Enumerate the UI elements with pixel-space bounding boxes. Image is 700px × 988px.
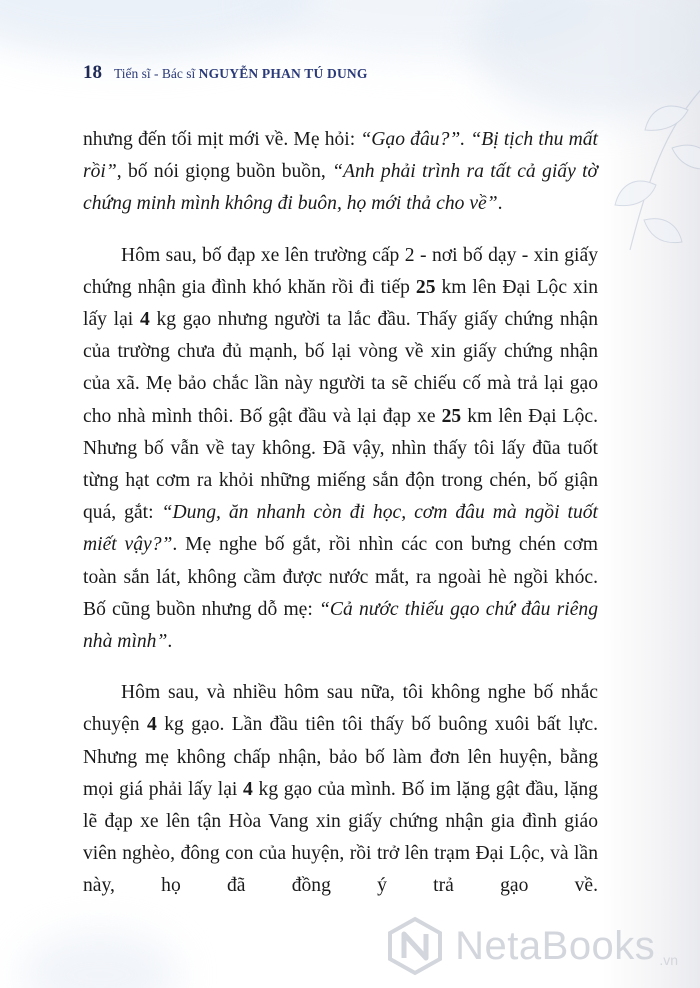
watermark-tld: .vn bbox=[659, 952, 678, 968]
text-run: km lên Đại Lộc. Nhưng bố vẫn về tay không. Đã vậy, nhìn thấy tôi lấy đũa tuốt từng hạt cơm ra khỏi những miếng sắn độn trong chén, bố giận quá, gắt: bbox=[83, 405, 598, 524]
running-header bbox=[83, 62, 368, 84]
text-run: Hôm sau, và nhiều hôm sau nữa, tôi không nghe bố nhắc chuyện bbox=[83, 682, 598, 736]
text-run: . Mẹ nghe bố gắt, rồi nhìn các con bưng chén cơm toàn sắn lát, không cầm được nước mắt, ra ngoài hè ngồi khóc. Bố cũng buồn nhưng dỗ mẹ: bbox=[83, 534, 598, 620]
quoted-speech: “Gạo đâu?”. “Bị tịch thu mất rồi” bbox=[83, 129, 598, 183]
author-title: Tiến sĩ - Bác sĩ bbox=[114, 66, 196, 81]
watercolor-wash bbox=[20, 930, 180, 988]
quoted-speech: “Anh phải trình ra tất cả giấy tờ chứng minh mình không đi buôn, họ mới thả cho về” bbox=[83, 161, 598, 215]
paragraph bbox=[83, 240, 598, 659]
text-run: km lên Đại Lộc xin lấy lại bbox=[83, 276, 598, 331]
text-run: , bố nói giọng buồn buồn, bbox=[116, 161, 333, 183]
watermark-brand: NetaBooks bbox=[455, 923, 656, 968]
text-run: kg gạo của mình. Bố im lặng gật đầu, lặng lẽ đạp xe lên tận Hòa Vang xin giấy chứng nhận gia đình giáo viên nghèo, đông con của huyện, rồi trở lên trạm Đại Lộc, và lần này, họ đã đồng ý trả gạo về. bbox=[83, 778, 598, 897]
netabooks-watermark bbox=[385, 916, 678, 976]
page-number: 18 bbox=[83, 62, 102, 83]
bold-number: 4 bbox=[139, 309, 150, 331]
author-name: NGUYỄN PHAN TÚ DUNG bbox=[198, 66, 368, 81]
quoted-speech: “Cả nước thiếu gạo chứ đâu riêng nhà mình” bbox=[83, 598, 598, 653]
text-run: . bbox=[497, 193, 503, 215]
text-run: kg gạo. Lần đầu tiên tôi thấy bố buông xuôi bất lực. Nhưng mẹ không chấp nhận, bảo bố làm đơn lên huyện, bằng mọi giá phải lấy lại bbox=[83, 714, 599, 800]
bold-number: 4 bbox=[147, 714, 157, 736]
quoted-speech: “Dung, ăn nhanh còn đi học, cơm đâu mà ngồi tuốt miết vậy?” bbox=[83, 502, 598, 556]
text-run: Hôm sau, bố đạp xe lên trường cấp 2 - nơi bố dạy - xin giấy chứng nhận gia đình khó khăn rồi đi tiếp bbox=[83, 244, 598, 298]
paragraph bbox=[83, 677, 598, 902]
running-head-author bbox=[114, 66, 368, 82]
bold-number: 4 bbox=[243, 778, 253, 800]
text-run: kg gạo nhưng người ta lắc đầu. Thấy giấy chứng nhận của trường chưa đủ mạnh, bố lại vòng về xin giấy chứng nhận của xã. Mẹ bảo chắc lần này người ta sẽ chiếu cố mà trả lại gạo cho nhà mình thôi. Bố gật đầu và lại đạp xe bbox=[83, 309, 598, 427]
body-text bbox=[83, 124, 598, 922]
bold-number: 25 bbox=[441, 405, 462, 427]
netabooks-n-logo-icon bbox=[385, 916, 445, 976]
bold-number: 25 bbox=[415, 276, 436, 298]
paragraph bbox=[83, 124, 598, 221]
text-run: nhưng đến tối mịt mới về. Mẹ hỏi: bbox=[83, 129, 361, 150]
text-run: . bbox=[167, 631, 173, 653]
